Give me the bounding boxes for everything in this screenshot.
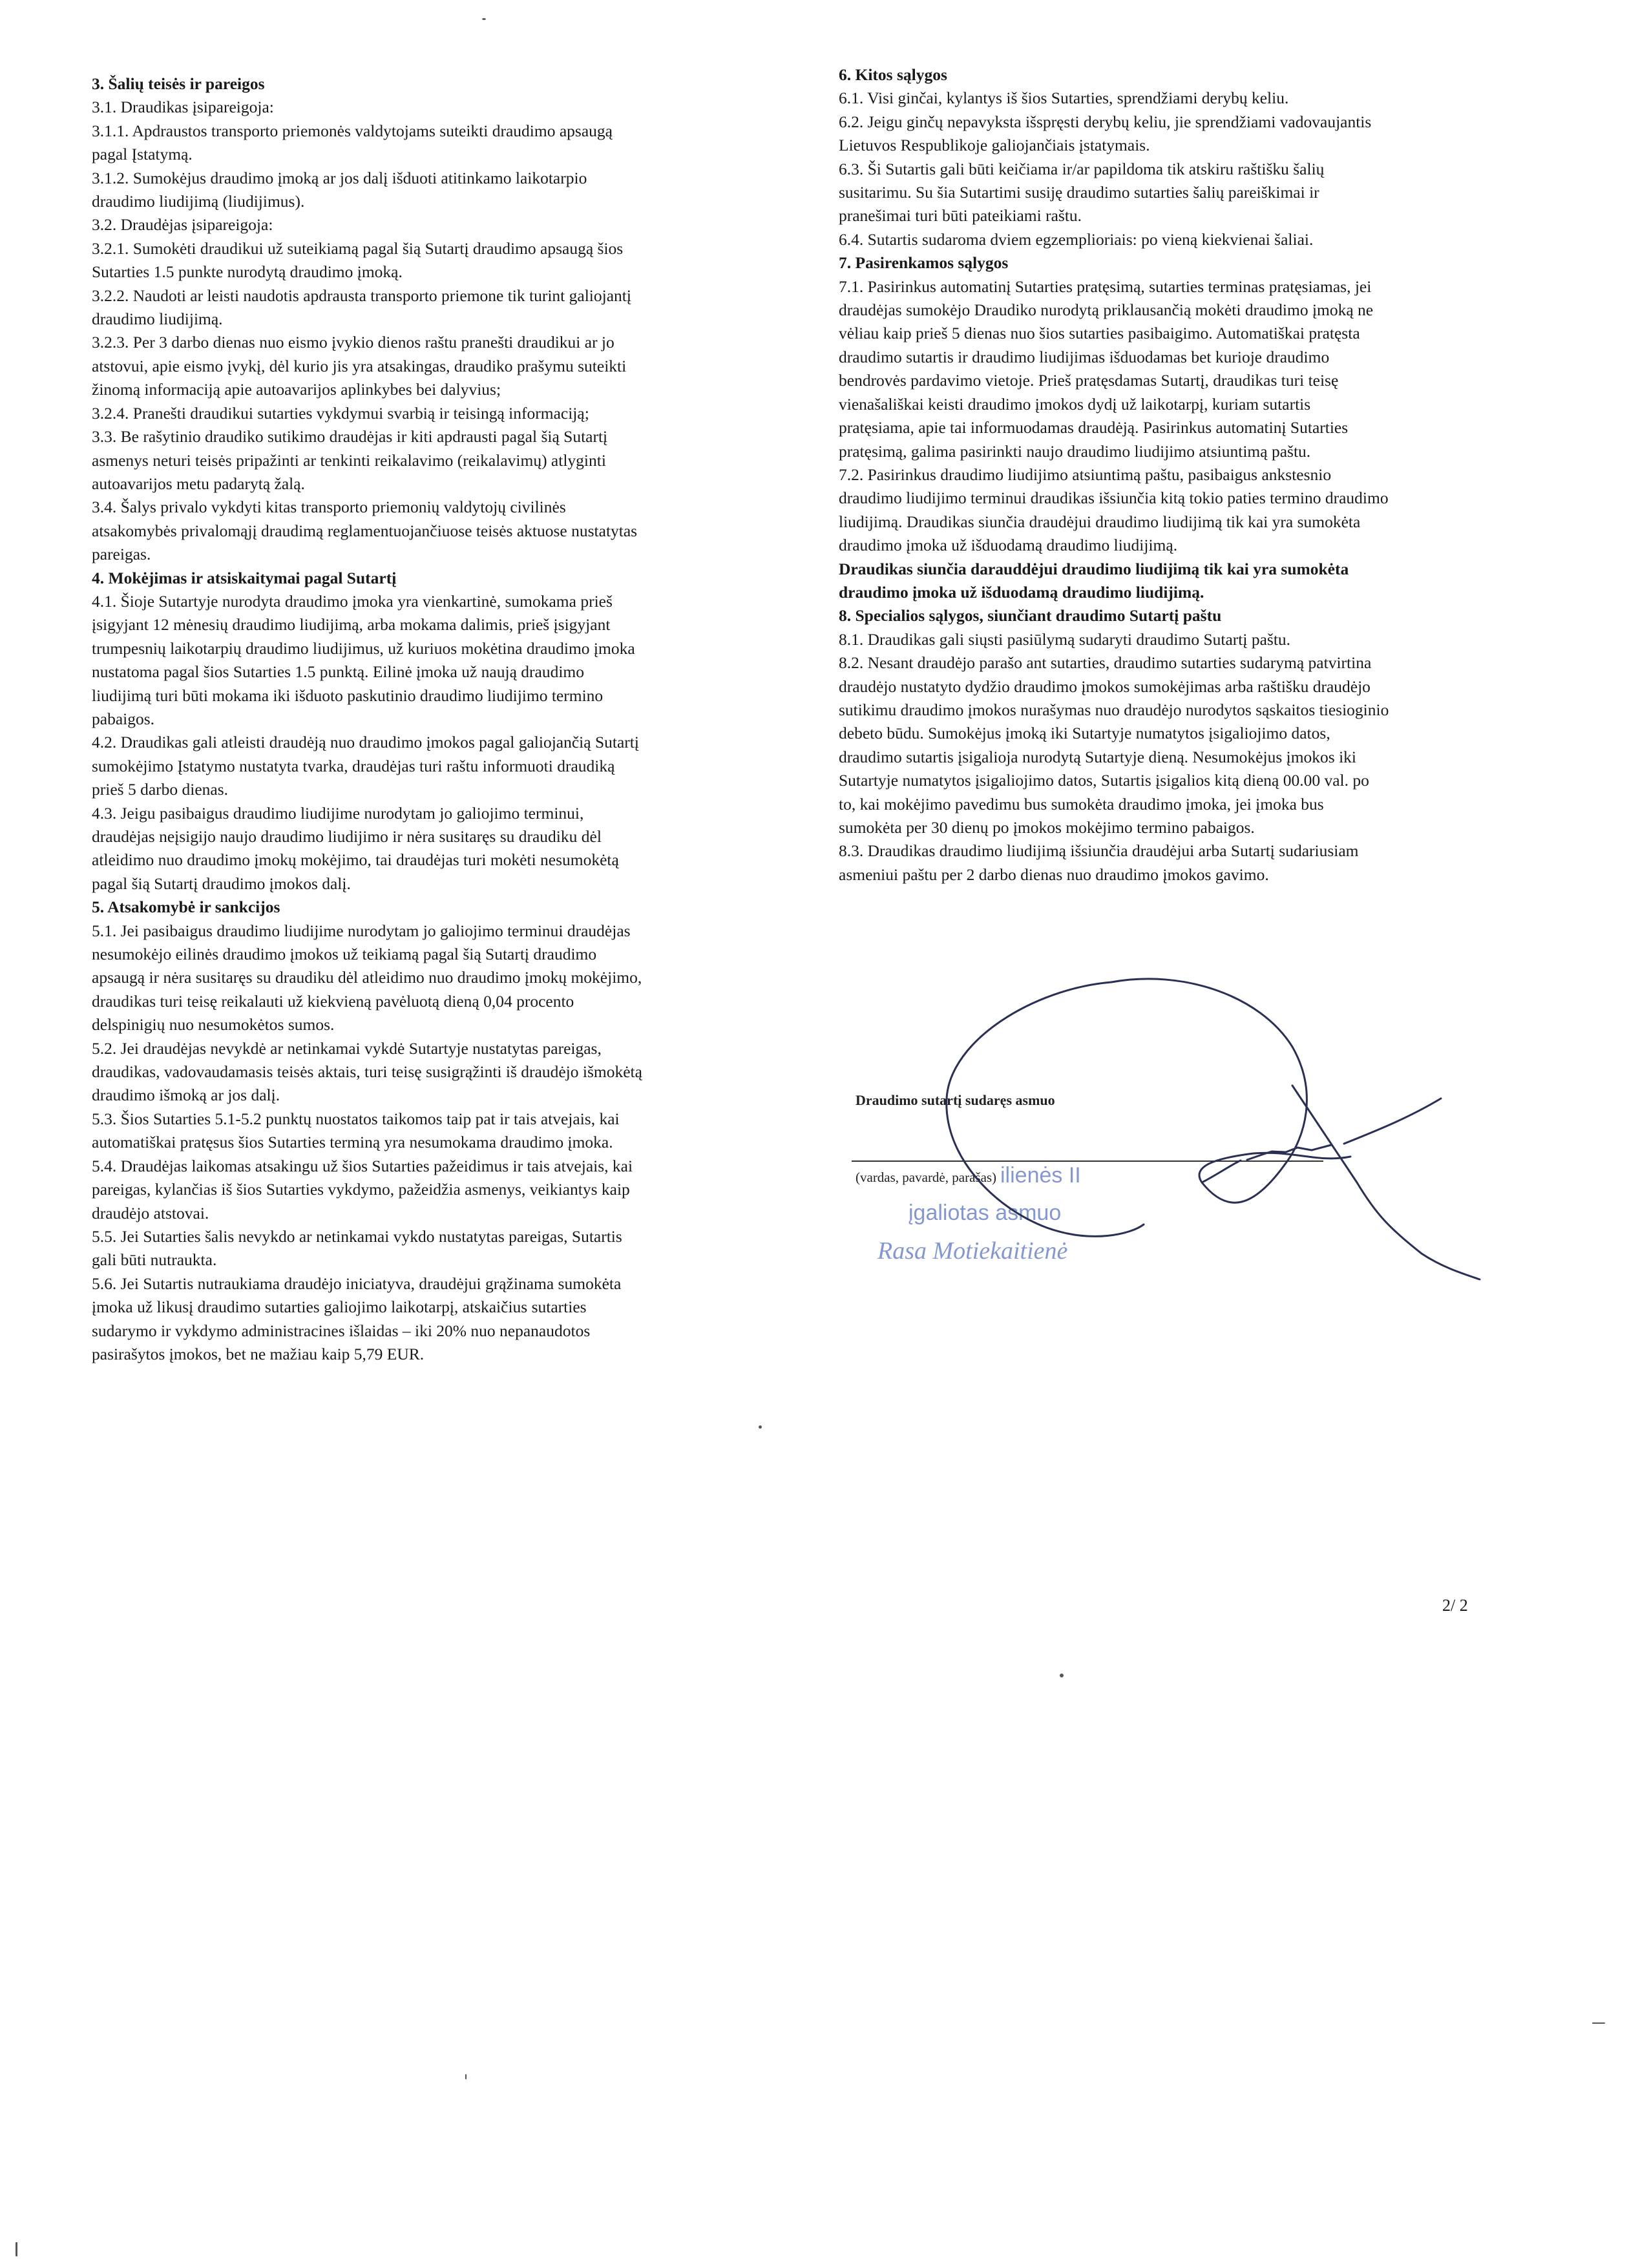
text-line: 4.3. Jeigu pasibaigus draudimo liudijime nurodytam jo galiojimo terminui, <box>92 803 584 823</box>
text-line: draudimo įmoka už išduodamą draudimo liudijimą. <box>839 536 1178 555</box>
text-line: 7.2. Pasirinkus draudimo liudijimo atsiuntimą paštu, pasibaigus ankstesnio <box>839 465 1332 484</box>
text-line: sudarymo ir vykdymo administracines išlaidas – iki 20% nuo nepanaudotos <box>92 1321 591 1340</box>
scan-speck <box>1592 2022 1605 2024</box>
text-line: 8.1. Draudikas gali siųsti pasiūlymą sudaryti draudimo Sutartį paštu. <box>839 629 1291 649</box>
text-line: pabaigos. <box>92 709 155 728</box>
text-line: draudimo liudijimą. <box>92 310 223 329</box>
text-line: asmeniui paštu per 2 darbo dienas nuo draudimo įmokos gavimo. <box>839 865 1269 884</box>
signature-loop-stroke <box>947 982 1144 1236</box>
text-line: autoavarijos metu padarytą žalą. <box>92 474 305 493</box>
text-line: draudimo išmoką ar jos dalį. <box>92 1086 280 1105</box>
text-line: atleidimo nuo draudimo įmokų mokėjimo, tai draudėjas turi mokėti nesumokėtą <box>92 850 619 870</box>
text-line: 3.2.1. Sumokėti draudikui už suteikiamą pagal šią Sutartį draudimo apsaugą šios <box>92 238 624 258</box>
text-line: draudėjo nustatyto dydžio draudimo įmokos sumokėjimas arba raštišku draudėjo <box>839 677 1371 696</box>
scan-speck <box>759 1425 762 1429</box>
text-line: vienašališkai keisti draudimo įmokos dydį už laikotarpį, kuriam sutartis <box>839 394 1311 414</box>
section-heading: 7. Pasirenkamos sąlygos <box>839 253 1009 273</box>
text-line: sumokėjimo Įstatymo nustatyta tvarka, draudėjas turi raštu informuoti draudiką <box>92 756 615 775</box>
text-line: Lietuvos Respublikoje galiojančiais įstatymais. <box>839 136 1150 155</box>
text-line: 4.2. Draudikas gali atleisti draudėją nuo draudimo įmokos pagal galiojančią Sutartį <box>92 733 639 752</box>
signature-tail-stroke <box>1292 1086 1480 1279</box>
text-line: draudėjas neįsigijo naujo draudimo liudijimo ir nėra susitaręs su draudiku dėl <box>92 827 602 846</box>
text-line: 3.3. Be rašytinio draudiko sutikimo draudėjas ir kiti apdrausti pagal šią Sutartį <box>92 427 608 446</box>
text-line: draudimo liudijimo terminui draudikas išsiunčia kitą tokio paties termino draudimo <box>839 488 1389 508</box>
text-line: nustatoma pagal šios Sutarties 1.5 punktą. Eilinė įmoka už naują draudimo <box>92 662 585 682</box>
text-line: 5.4. Draudėjas laikomas atsakingu už šios Sutarties pažeidimus ir tais atvejais, kai <box>92 1156 633 1175</box>
text-line: pratęsiama, apie tai informuodamas draudėją. Pasirinkus automatinį Sutarties <box>839 418 1349 437</box>
text-line: automatiškai pratęsus šios Sutarties terminą yra nesumokama draudimo įmoka. <box>92 1133 613 1152</box>
signature-main-stroke <box>1111 979 1350 1202</box>
text-line: to, kai mokėjimo pavedimu bus sumokėta draudimo įmoka, jei įmoka bus <box>839 794 1324 814</box>
text-line: 6.3. Ši Sutartis gali būti keičiama ir/ar papildoma tik atskiru raštišku šalių <box>839 159 1325 178</box>
text-line: draudimo sutartis įsigalioja nurodytą Sutartyje dieną. Nesumokėjus įmokos iki <box>839 747 1357 766</box>
text-line: sumokėta per 30 dienų po įmokos mokėjimo termino pabaigos. <box>839 818 1255 837</box>
text-line: vėliau kaip prieš 5 dienas nuo šios sutarties pasibaigimo. Automatiškai pratęsta <box>839 324 1360 343</box>
text-line: liudijimą turi būti mokama iki išduoto paskutinio draudimo liudijimo termino <box>92 686 604 705</box>
section-heading: 6. Kitos sąlygos <box>839 65 947 84</box>
left-column <box>92 72 845 1366</box>
text-line: pagal Įstatymą. <box>92 145 193 164</box>
text-line: 6.1. Visi ginčai, kylantys iš šios Sutarties, sprendžiami derybų keliu. <box>839 89 1289 108</box>
text-line: pranešimai turi būti pateikiami raštu. <box>839 206 1082 226</box>
text-line: pagal šią Sutartį draudimo įmokos dalį. <box>92 874 351 893</box>
text-line: 7.1. Pasirinkus automatinį Sutarties pratęsimą, sutarties terminas pratęsiamas, jei <box>839 277 1372 296</box>
text-line: 5.2. Jei draudėjas nevykdė ar netinkamai vykdė Sutartyje nustatytas pareigas, <box>92 1038 602 1058</box>
scan-speck <box>482 18 486 20</box>
text-line: Sutartyje numatytos įsigaliojimo datos, Sutartis įsigalios kitą dieną 00.00 val. po <box>839 771 1369 790</box>
text-line: draudimo sutartis ir draudimo liudijimas išduodamas bet kurioje draudimo <box>839 347 1330 366</box>
text-line: 4.1. Šioje Sutartyje nurodyta draudimo įmoka yra vienkartinė, sumokama prieš <box>92 591 613 611</box>
text-line: sutikimu draudimo įmokos nurašymas nuo draudėjo nurodytos sąskaitos tiesioginio <box>839 700 1389 719</box>
text-line: 3.1.2. Sumokėjus draudimo įmoką ar jos dalį išduoti atitinkamo laikotarpio <box>92 168 587 187</box>
text-line: įmoka už likusį draudimo sutarties galiojimo laikotarpį, atskaičius sutarties <box>92 1297 587 1317</box>
text-line: įsigyjant 12 mėnesių draudimo liudijimą, arba mokama dalimis, prieš įsigyjant <box>92 615 611 635</box>
text-line: atstovui, apie eismo įvykį, dėl kurio jis yra atsakingas, draudiko prašymu suteikti <box>92 356 627 375</box>
text-line: pratęsimą, galima pasirinkti naujo draudimo liudijimo atsiuntimą paštu. <box>839 441 1311 461</box>
text-line: liudijimą. Draudikas siunčia draudėjui draudimo liudijimą tik kai yra sumokėta <box>839 512 1361 531</box>
text-line: delspinigių nuo nesumokėtos sumos. <box>92 1015 335 1034</box>
text-line: draudikas turi teisę reikalauti už kiekvieną pavėluotą dieną 0,04 procento <box>92 991 574 1011</box>
text-line: 5.6. Jei Sutartis nutraukiama draudėjo iniciatyva, draudėjui grąžinama sumokėta <box>92 1274 622 1293</box>
page-number: 2/ 2 <box>1442 1596 1468 1615</box>
text-line: 3.1.1. Apdraustos transporto priemonės valdytojams suteikti draudimo apsaugą <box>92 121 613 140</box>
text-line: 3.1. Draudikas įsipareigoja: <box>92 98 274 117</box>
section-heading: 5. Atsakomybė ir sankcijos <box>92 898 280 917</box>
stamp-text-line2: įgaliotas asmuo <box>909 1201 1062 1225</box>
text-line: apsaugą ir nėra susitaręs su draudiku dėl atleidimo nuo draudimo įmokų mokėjimo, <box>92 968 642 987</box>
section-heading: 4. Mokėjimas ir atsiskaitymai pagal Sutartį <box>92 568 397 587</box>
section-heading: 8. Specialios sąlygos, siunčiant draudimo Sutartį paštu <box>839 606 1222 625</box>
text-line: draudėjo atstovai. <box>92 1203 209 1223</box>
right-column <box>839 63 1533 887</box>
text-line: 8.3. Draudikas draudimo liudijimą išsiunčia draudėjui arba Sutartį sudariusiam <box>839 841 1359 861</box>
text-line: prieš 5 darbo dienas. <box>92 780 229 799</box>
text-line: 5.5. Jei Sutarties šalis nevykdo ar netinkamai vykdo nustatytas pareigas, Sutartis <box>92 1226 622 1246</box>
signature-caption: (vardas, pavardė, parašas) <box>856 1170 997 1185</box>
text-line: nesumokėjo eilinės draudimo įmokos už teikiamą pagal šią Sutartį draudimo <box>92 945 597 964</box>
emphasized-line: draudimo įmoka už išduodamą draudimo liudijimą. <box>839 582 1204 602</box>
text-line: bendrovės pardavimo vietoje. Prieš pratęsdamas Sutartį, draudikas turi teisę <box>839 371 1339 390</box>
stamp-text-line3: Rasa Motiekaitienė <box>877 1237 1068 1265</box>
text-line: Sutarties 1.5 punkte nurodytą draudimo įmoką. <box>92 262 403 282</box>
text-line: 3.2.2. Naudoti ar leisti naudotis apdrausta transporto priemone tik turint galiojantį <box>92 286 631 305</box>
text-line: debeto būdu. Sumokėjus įmoką iki Sutartyje numatytos įsigaliojimo datos, <box>839 724 1330 743</box>
scan-speck <box>465 2074 467 2079</box>
text-line: pareigas, kylančias iš šios Sutarties vykdymo, pažeidžia asmenys, veikiantys kaip <box>92 1180 630 1199</box>
text-line: trumpesnių laikotarpių draudimo liudijimus, už kuriuos mokėtina draudimo įmoka <box>92 638 635 658</box>
text-line: 5.3. Šios Sutarties 5.1-5.2 punktų nuostatos taikomos taip pat ir tais atvejais, kai <box>92 1109 620 1128</box>
text-line: 3.2.4. Pranešti draudikui sutarties vykdymui svarbią ir teisingą informaciją; <box>92 403 589 423</box>
text-line: pareigas. <box>92 545 151 564</box>
text-line: žinomą informaciją apie autoavarijos aplinkybes bei dalyvius; <box>92 380 501 399</box>
text-line: 5.1. Jei pasibaigus draudimo liudijime nurodytam jo galiojimo terminui draudėjas <box>92 921 631 940</box>
text-line: draudėjas sumokėjo Draudiko nurodytą priklausančią mokėti draudimo įmoką ne <box>839 300 1374 320</box>
text-line: 3.2. Draudėjas įsipareigoja: <box>92 215 273 235</box>
signature-block-title: Draudimo sutartį sudaręs asmuo <box>856 1092 1055 1108</box>
text-line: 8.2. Nesant draudėjo parašo ant sutarties, draudimo sutarties sudarymą patvirtina <box>839 653 1372 673</box>
scan-speck <box>1060 1674 1064 1677</box>
stamp-text-line1: ilienės II <box>1000 1163 1081 1188</box>
text-line: 3.2.3. Per 3 darbo dienas nuo eismo įvykio dienos raštu pranešti draudikui ar jo <box>92 333 614 352</box>
text-line: 3.4. Šalys privalo vykdyti kitas transporto priemonių valdytojų civilinės <box>92 498 566 517</box>
text-line: pasirašytos įmokos, bet ne mažiau kaip 5,79 EUR. <box>92 1344 425 1363</box>
text-line: draudimo liudijimą (liudijimus). <box>92 192 305 211</box>
signature-cross-stroke <box>1344 1098 1441 1144</box>
text-line: 6.4. Sutartis sudaroma dviem egzemplioriais: po vieną kiekvienai šaliai. <box>839 229 1314 249</box>
text-line: 6.2. Jeigu ginčų nepavyksta išspręsti derybų keliu, jie sprendžiami vadovaujantis <box>839 112 1372 131</box>
text-line: susitarimu. Su šia Sutartimi susiję draudimo sutarties šalių pareiškimai ir <box>839 183 1319 202</box>
text-line: asmenys neturi teisės pripažinti ar tenkinti reikalavimo (reikalavimų) atlyginti <box>92 450 606 470</box>
scan-speck <box>16 2242 17 2256</box>
text-line: atsakomybės privalomąjį draudimą reglamentuojančiuose teisės aktuose nustatytas <box>92 521 638 540</box>
section-heading: 3. Šalių teisės ir pareigos <box>92 74 265 93</box>
text-line: gali būti nutraukta. <box>92 1250 217 1270</box>
handwritten-signature <box>840 969 1486 1305</box>
text-line: draudikas, vadovaudamasis teisės aktais, turi teisę susigrąžinti iš draudėjo išmokėtą <box>92 1062 642 1082</box>
emphasized-line: Draudikas siunčia darauddėjui draudimo liudijimą tik kai yra sumokėta <box>839 559 1349 578</box>
